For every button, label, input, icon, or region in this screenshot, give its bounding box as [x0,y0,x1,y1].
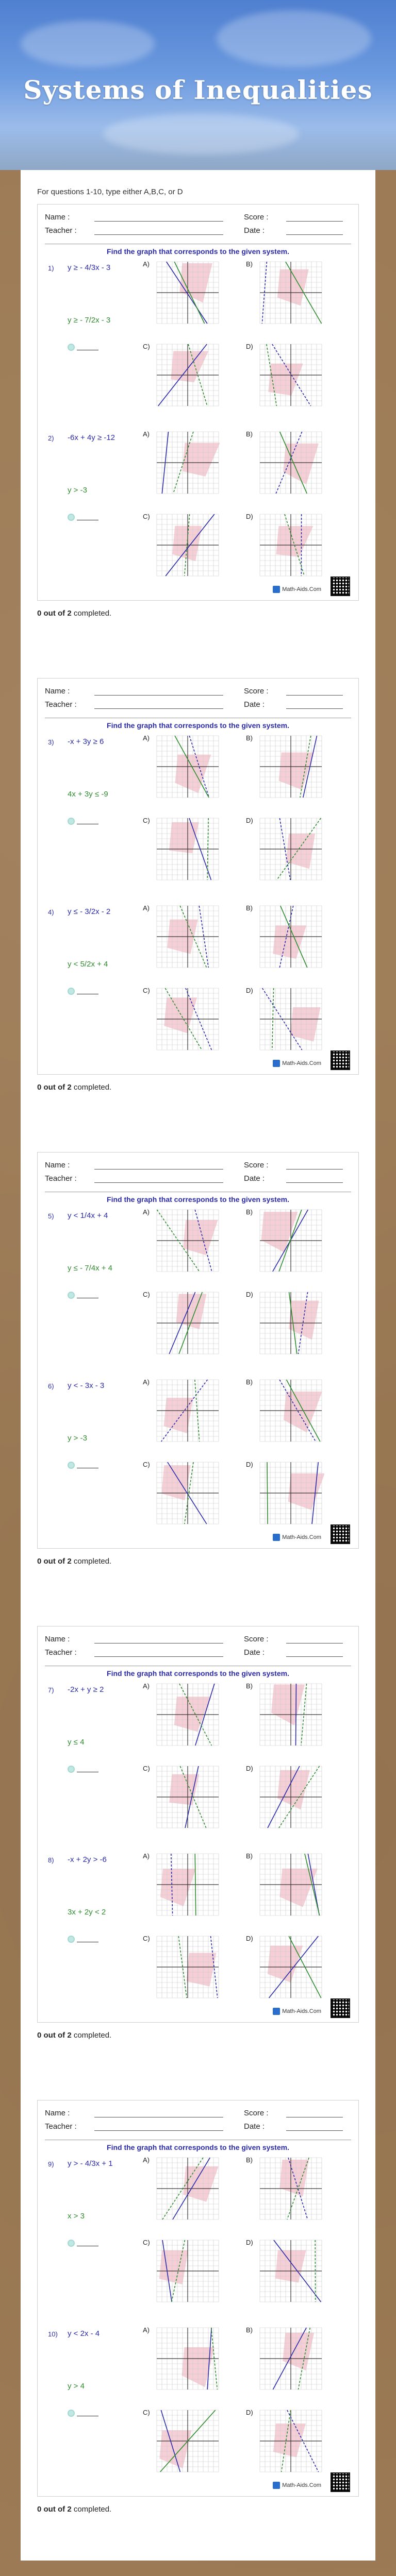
shaded-region [283,2333,314,2371]
problem-2 [38,428,358,598]
shaded-region [290,1007,320,1042]
name-label: Name : [45,1635,70,1643]
logo-text: Math-Aids.Com [282,2482,321,2488]
worksheet-heading: Find the graph that corresponds to the given system. [107,721,289,730]
inequality-blue: y ≥ - 4/3x - 3 [68,263,111,272]
choice-label-a: A) [143,734,150,742]
problem-4 [38,902,358,1072]
teacher-label: Teacher : [45,1648,77,1657]
choice-label-a: A) [143,1682,150,1690]
worksheet-heading: Find the graph that corresponds to the given system. [107,247,289,256]
inequality-blue: -x + 3y ≥ 6 [68,737,104,746]
inequality-green: 3x + 2y < 2 [68,1908,106,1917]
worksheet-4 [37,1626,359,2023]
choice-graph [154,429,221,495]
choice-graph [154,986,221,1052]
inequality-green: y ≤ 4 [68,1738,85,1747]
choice-graph [257,2325,324,2391]
score-line[interactable] [286,221,343,222]
logo-text: Math-Aids.Com [282,2008,321,2014]
choice-label-c: C) [143,513,150,520]
choice-graph [257,1764,324,1829]
choice-graph [257,1460,324,1526]
choice-label-d: D) [246,1765,253,1772]
choice-label-b: B) [246,904,253,912]
question-number: 8) [48,1856,54,1864]
choice-label-c: C) [143,817,150,824]
problem-3 [38,732,358,902]
progress-count: 0 out of 2 [37,2505,72,2514]
answer-status-dot [68,2240,75,2247]
inequality-green: x > 3 [68,2212,85,2221]
choice-graph [154,2325,221,2391]
problem-5 [38,1206,358,1376]
answer-status-dot [68,1936,75,1943]
choice-label-b: B) [246,1208,253,1216]
name-label: Name : [45,2109,70,2117]
problem-10 [38,2324,358,2494]
choice-label-a: A) [143,1208,150,1216]
date-label: Date : [244,700,265,709]
inequality-green: y ≤ - 7/4x + 4 [68,1264,113,1273]
inequality-blue: y < - 3x - 3 [68,1381,105,1390]
choice-label-b: B) [246,2326,253,2334]
qr-code-icon [331,577,350,596]
score-label: Score : [244,213,269,222]
choice-label-b: B) [246,2156,253,2164]
problem-1 [38,258,358,428]
choice-graph [154,259,221,325]
choice-label-a: A) [143,2156,150,2164]
answer-status-dot [68,344,75,351]
date-label: Date : [244,1648,265,1657]
choice-label-c: C) [143,1935,150,1942]
math-aids-logo [273,1534,321,1541]
choice-graph [257,259,324,325]
progress-suffix: completed. [71,1557,112,1566]
inequality-green: y > -3 [68,1434,87,1443]
choice-label-b: B) [246,734,253,742]
teacher-label: Teacher : [45,1174,77,1183]
choice-label-b: B) [246,1852,253,1860]
worksheet-panel [21,170,375,2561]
teacher-label: Teacher : [45,226,77,235]
shaded-region [171,351,208,382]
answer-status-dot [68,988,75,995]
question-number: 6) [48,1382,54,1390]
choice-graph [154,512,221,578]
inequality-green: 4x + 3y ≤ -9 [68,790,108,799]
shaded-region [271,1684,305,1725]
score-label: Score : [244,2109,269,2117]
problem-7 [38,1680,358,1850]
choice-label-a: A) [143,1378,150,1386]
choice-label-d: D) [246,1291,253,1298]
problem-6 [38,1376,358,1546]
score-line[interactable] [286,695,343,696]
teacher-label: Teacher : [45,700,77,709]
worksheet-header [38,2100,358,2137]
answer-status-dot [68,818,75,825]
inequality-green: y > 4 [68,2382,85,2391]
teacher-line[interactable] [94,234,223,235]
choice-graph [257,903,324,969]
question-number: 1) [48,264,54,272]
choice-label-d: D) [246,343,253,350]
shaded-region [283,444,319,484]
shaded-region [289,1300,319,1340]
qr-code-icon [331,1050,350,1070]
choice-graph [154,2408,221,2473]
progress-suffix: completed. [71,1083,112,1092]
choice-label-d: D) [246,1461,253,1468]
worksheet-header [38,205,358,241]
progress-text [37,609,111,618]
math-aids-logo [273,586,321,593]
worksheet-heading: Find the graph that corresponds to the given system. [107,1195,289,1204]
progress-text [37,2031,111,2040]
title-banner [0,0,396,170]
choice-graph [154,1460,221,1526]
choice-graph [154,2155,221,2221]
shaded-region [164,1398,193,1433]
inequality-green: y < 5/2x + 4 [68,960,108,969]
worksheet-header [38,1626,358,1663]
choice-graph [257,2238,324,2303]
choice-graph [257,816,324,882]
progress-text [37,1557,111,1566]
logo-icon [273,1060,280,1067]
inequality-blue: y < 2x - 4 [68,2329,100,2338]
progress-suffix: completed. [71,609,112,618]
date-line[interactable] [286,1182,343,1183]
question-number: 4) [48,908,54,916]
page-title: Systems of Inequalities [23,75,373,105]
question-number: 10) [48,2330,58,2338]
teacher-line[interactable] [94,1182,223,1183]
question-number: 3) [48,738,54,746]
teacher-line[interactable] [94,708,223,709]
score-line[interactable] [286,1169,343,1170]
answer-status-dot [68,1766,75,1773]
worksheet-2 [37,678,359,1075]
choice-label-c: C) [143,1291,150,1298]
question-number: 7) [48,1686,54,1694]
score-label: Score : [244,1161,269,1170]
answer-status-dot [68,1292,75,1299]
name-label: Name : [45,1161,70,1170]
worksheet-header [38,1153,358,1189]
name-label: Name : [45,213,70,222]
progress-suffix: completed. [71,2505,112,2514]
choice-label-c: C) [143,1461,150,1468]
choice-graph [257,1377,324,1443]
shaded-region [279,752,314,790]
choice-graph [257,2408,324,2473]
problem-8 [38,1850,358,2020]
choice-label-a: A) [143,260,150,268]
name-line[interactable] [94,1169,223,1170]
progress-text [37,2505,111,2514]
choice-graph [257,1290,324,1355]
logo-icon [273,586,280,593]
progress-suffix: completed. [71,2031,112,2040]
logo-icon [273,2482,280,2489]
choice-graph [257,2155,324,2221]
inequality-blue: y ≤ - 3/2x - 2 [68,907,111,916]
question-number: 5) [48,1212,54,1220]
choice-graph [257,733,324,799]
shaded-region [273,2424,306,2458]
choice-graph [154,342,221,408]
shaded-region [277,1770,310,1810]
choice-graph [257,1934,324,1999]
logo-icon [273,2008,280,2015]
choice-label-a: A) [143,1852,150,1860]
choice-label-c: C) [143,2409,150,2416]
question-number: 9) [48,2160,54,2168]
qr-code-icon [331,2472,350,2492]
name-label: Name : [45,687,70,696]
score-label: Score : [244,687,269,696]
math-aids-logo [273,2482,321,2489]
choice-graph [154,816,221,882]
shaded-region [276,526,313,557]
answer-status-dot [68,2410,75,2417]
worksheet-header [38,679,358,715]
date-line[interactable] [286,234,343,235]
shaded-region [176,1294,207,1329]
choice-graph [154,1290,221,1355]
name-line[interactable] [94,695,223,696]
choice-label-c: C) [143,343,150,350]
logo-text: Math-Aids.Com [282,1534,321,1540]
shaded-region [284,1392,322,1432]
progress-count: 0 out of 2 [37,1557,72,1566]
date-label: Date : [244,2122,265,2131]
date-label: Date : [244,226,265,235]
progress-count: 0 out of 2 [37,2031,72,2040]
choice-graph [154,903,221,969]
choice-graph [257,986,324,1052]
green-boundary-line [267,1462,268,1524]
question-number: 2) [48,434,54,442]
choice-label-a: A) [143,904,150,912]
worksheet-1 [37,204,359,601]
progress-count: 0 out of 2 [37,609,72,618]
worksheet-heading: Find the graph that corresponds to the given system. [107,1669,289,1677]
choice-label-d: D) [246,817,253,824]
choice-graph [154,733,221,799]
choice-graph [154,1377,221,1443]
logo-text: Math-Aids.Com [282,586,321,592]
teacher-label: Teacher : [45,2122,77,2131]
choice-label-c: C) [143,1765,150,1772]
math-aids-logo [273,2008,321,2015]
qr-code-icon [331,1524,350,1544]
score-label: Score : [244,1635,269,1643]
qr-code-icon [331,1998,350,2018]
date-label: Date : [244,1174,265,1183]
inequality-green: y > -3 [68,486,87,495]
answer-status-dot [68,514,75,521]
worksheet-3 [37,1152,359,1549]
shaded-region [183,2166,218,2202]
choice-graph [154,1851,221,1917]
inequality-blue: -x + 2y > -6 [68,1855,107,1864]
choice-label-a: A) [143,430,150,438]
worksheet-5 [37,2100,359,2497]
inequality-blue: y > - 4/3x + 1 [68,2159,113,2168]
worksheet-heading: Find the graph that corresponds to the given system. [107,2143,289,2151]
logo-icon [273,1534,280,1541]
choice-label-b: B) [246,430,253,438]
progress-count: 0 out of 2 [37,1083,72,1092]
inequality-green: y ≥ - 7/2x - 3 [68,316,111,325]
choice-graph [154,1764,221,1829]
date-line[interactable] [286,708,343,709]
choice-graph [257,429,324,495]
choice-graph [257,512,324,578]
choice-graph [154,1681,221,1747]
name-line[interactable] [94,221,223,222]
choice-label-d: D) [246,1935,253,1942]
blue-boundary-line [295,1684,296,1745]
choice-label-d: D) [246,987,253,994]
shaded-region [169,822,199,853]
logo-text: Math-Aids.Com [282,1060,321,1066]
choice-label-b: B) [246,1682,253,1690]
inequality-blue: y < 1/4x + 4 [68,1211,108,1220]
choice-graph [154,1934,221,1999]
choice-graph [257,1207,324,1273]
choice-label-d: D) [246,513,253,520]
shaded-region [187,1953,217,1986]
teacher-line[interactable] [94,2130,223,2131]
date-line[interactable] [286,1656,343,1657]
choice-label-d: D) [246,2409,253,2416]
choice-graph [257,1851,324,1917]
shaded-region [261,1212,298,1252]
math-aids-logo [273,1060,321,1067]
inequality-blue: -2x + y ≥ 2 [68,1685,104,1694]
instructions-text: For questions 1-10, type either A,B,C, or D [37,188,183,196]
choice-graph [154,1207,221,1273]
choice-label-b: B) [246,1378,253,1386]
date-line[interactable] [286,2130,343,2131]
choice-label-d: D) [246,2239,253,2246]
inequality-blue: -6x + 4y ≥ -12 [68,433,116,442]
choice-graph [257,1681,324,1747]
teacher-line[interactable] [94,1656,223,1657]
answer-status-dot [68,1462,75,1469]
choice-label-a: A) [143,2326,150,2334]
problem-9 [38,2154,358,2324]
choice-graph [154,2238,221,2303]
choice-label-b: B) [246,260,253,268]
choice-graph [257,342,324,408]
choice-label-c: C) [143,987,150,994]
choice-label-c: C) [143,2239,150,2246]
progress-text [37,1083,111,1092]
